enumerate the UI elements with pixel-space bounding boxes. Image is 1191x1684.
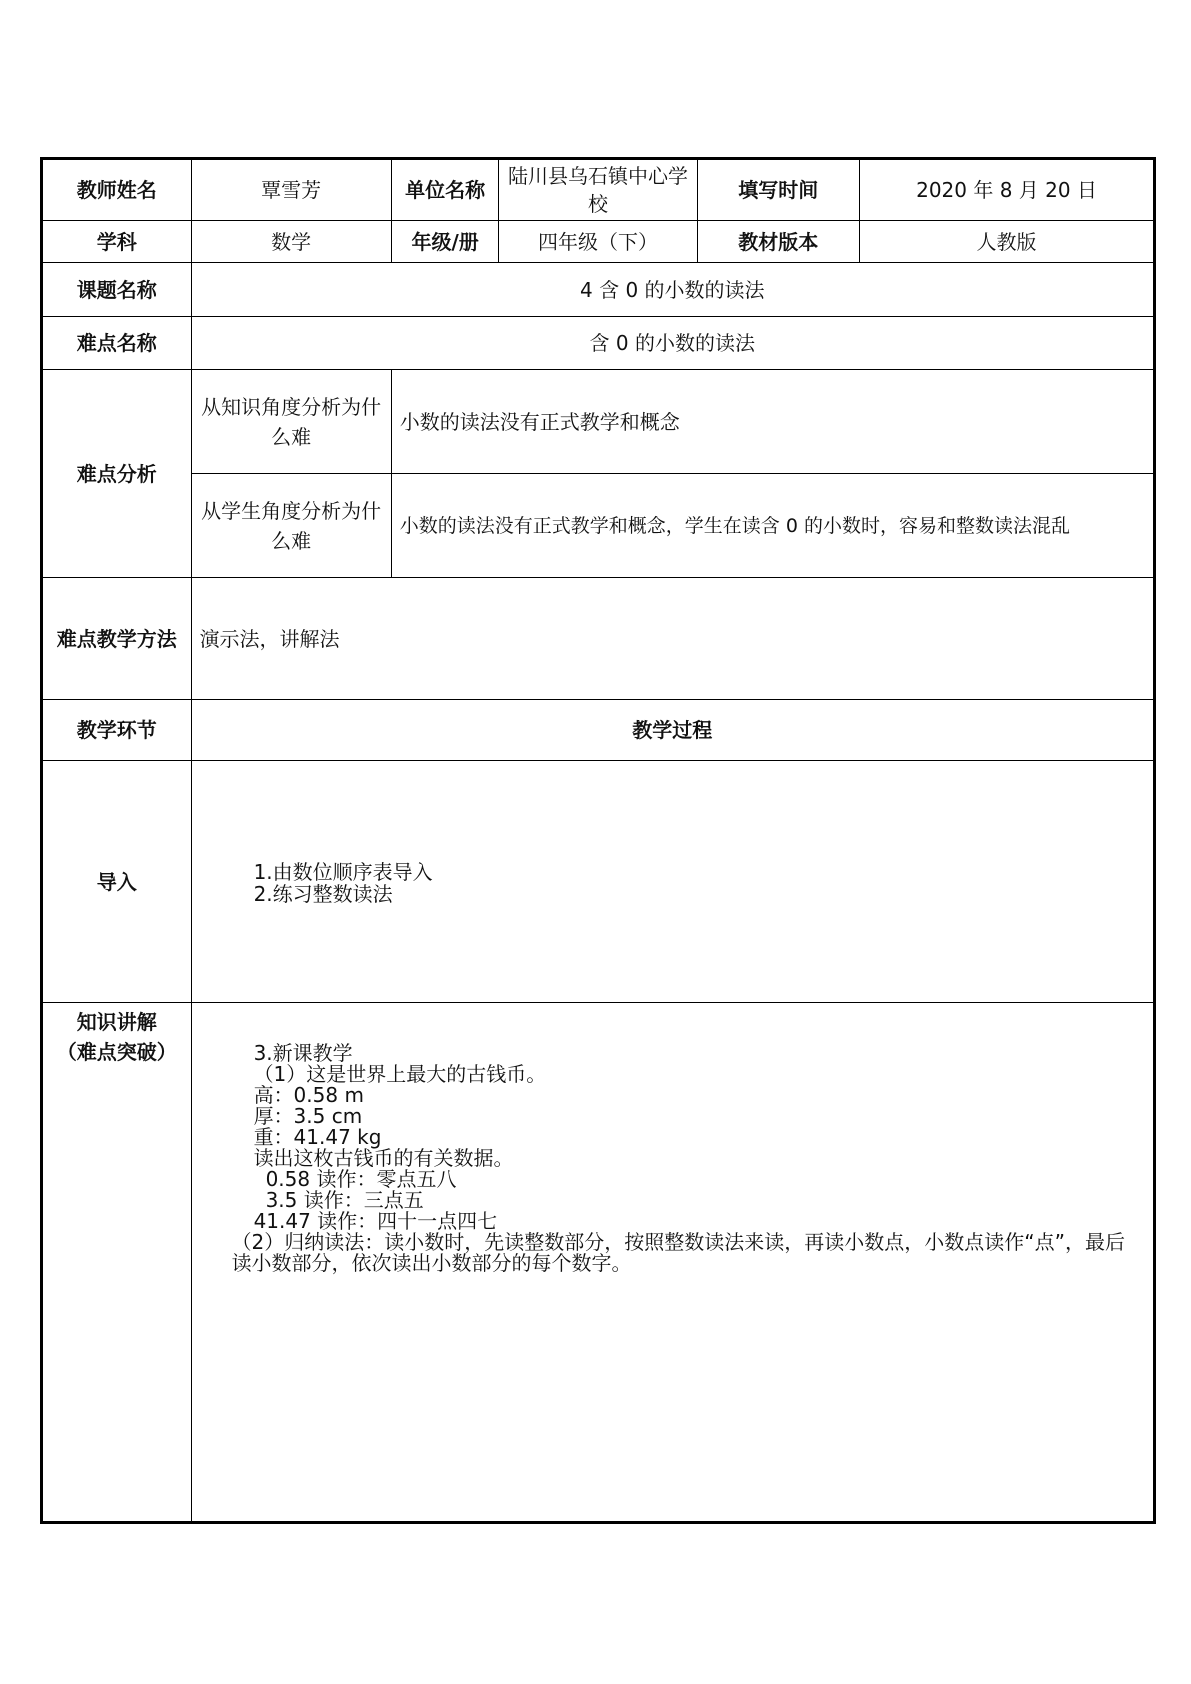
difficulty-label: 难点名称 (43, 317, 192, 370)
difficulty-value: 含 0 的小数的读法 (191, 317, 1153, 370)
knowledge-line-2: （1）这是世界上最大的古钱币。 (253, 1062, 547, 1086)
knowledge-line-10: （2）归纳读法：读小数时，先读整数部分，按照整数读法来读，再读小数点，小数点读作“点”，最后读小数部分，依次读出小数部分的每个数字。 (231, 1230, 1126, 1275)
knowledge-angle-label: 从知识角度分析为什么难 (191, 370, 391, 474)
intro-label: 导入 (43, 761, 192, 1003)
knowledge-label (43, 1003, 192, 1522)
topic-value: 4 含 0 的小数的读法 (191, 263, 1153, 317)
knowledge-line-3: 高：0.58 m (253, 1083, 364, 1107)
unit-label: 单位名称 (391, 160, 499, 221)
subject-label: 学科 (43, 221, 192, 263)
student-angle-label: 从学生角度分析为什么难 (191, 474, 391, 578)
knowledge-line-4: 厚：3.5 cm (253, 1104, 363, 1128)
method-label: 难点教学方法 (43, 578, 192, 700)
method-value: 演示法，讲解法 (191, 578, 1153, 700)
knowledge-line-7: 0.58 读作：零点五八 (265, 1167, 457, 1191)
teacher-value: 覃雪芳 (191, 160, 391, 221)
intro-line-1: 1.由数位顺序表导入 (253, 860, 433, 884)
knowledge-content (191, 1003, 1153, 1522)
knowledge-label-line1: 知识讲解 (76, 1010, 157, 1034)
process-header: 教学过程 (191, 700, 1153, 761)
knowledge-line-6: 读出这枚古钱币的有关数据。 (253, 1146, 514, 1170)
analysis-label: 难点分析 (43, 370, 192, 578)
knowledge-line-9: 41.47 读作：四十一点四七 (253, 1209, 498, 1233)
knowledge-line-8: 3.5 读作：三点五 (265, 1188, 424, 1212)
edition-value: 人教版 (860, 221, 1154, 263)
topic-label: 课题名称 (43, 263, 192, 317)
grade-label: 年级/册 (391, 221, 499, 263)
time-value: 2020 年 8 月 20 日 (860, 160, 1154, 221)
stage-header: 教学环节 (43, 700, 192, 761)
lesson-grid (42, 159, 1154, 1522)
intro-line-2: 2.练习整数读法 (253, 882, 393, 906)
edition-label: 教材版本 (697, 221, 860, 263)
lesson-plan-table (40, 157, 1156, 1524)
teacher-label: 教师姓名 (43, 160, 192, 221)
knowledge-label-line2: （难点突破） (56, 1040, 177, 1064)
time-label: 填写时间 (697, 160, 860, 221)
student-angle-value: 小数的读法没有正式教学和概念，学生在读含 0 的小数时，容易和整数读法混乱 (391, 474, 1153, 578)
intro-content (191, 761, 1153, 1003)
knowledge-line-5: 重：41.47 kg (253, 1125, 382, 1149)
unit-value: 陆川县乌石镇中心学校 (499, 160, 697, 221)
grade-value: 四年级（下） (499, 221, 697, 263)
knowledge-line-1: 3.新课教学 (253, 1041, 353, 1065)
subject-value: 数学 (191, 221, 391, 263)
knowledge-angle-value: 小数的读法没有正式教学和概念 (391, 370, 1153, 474)
